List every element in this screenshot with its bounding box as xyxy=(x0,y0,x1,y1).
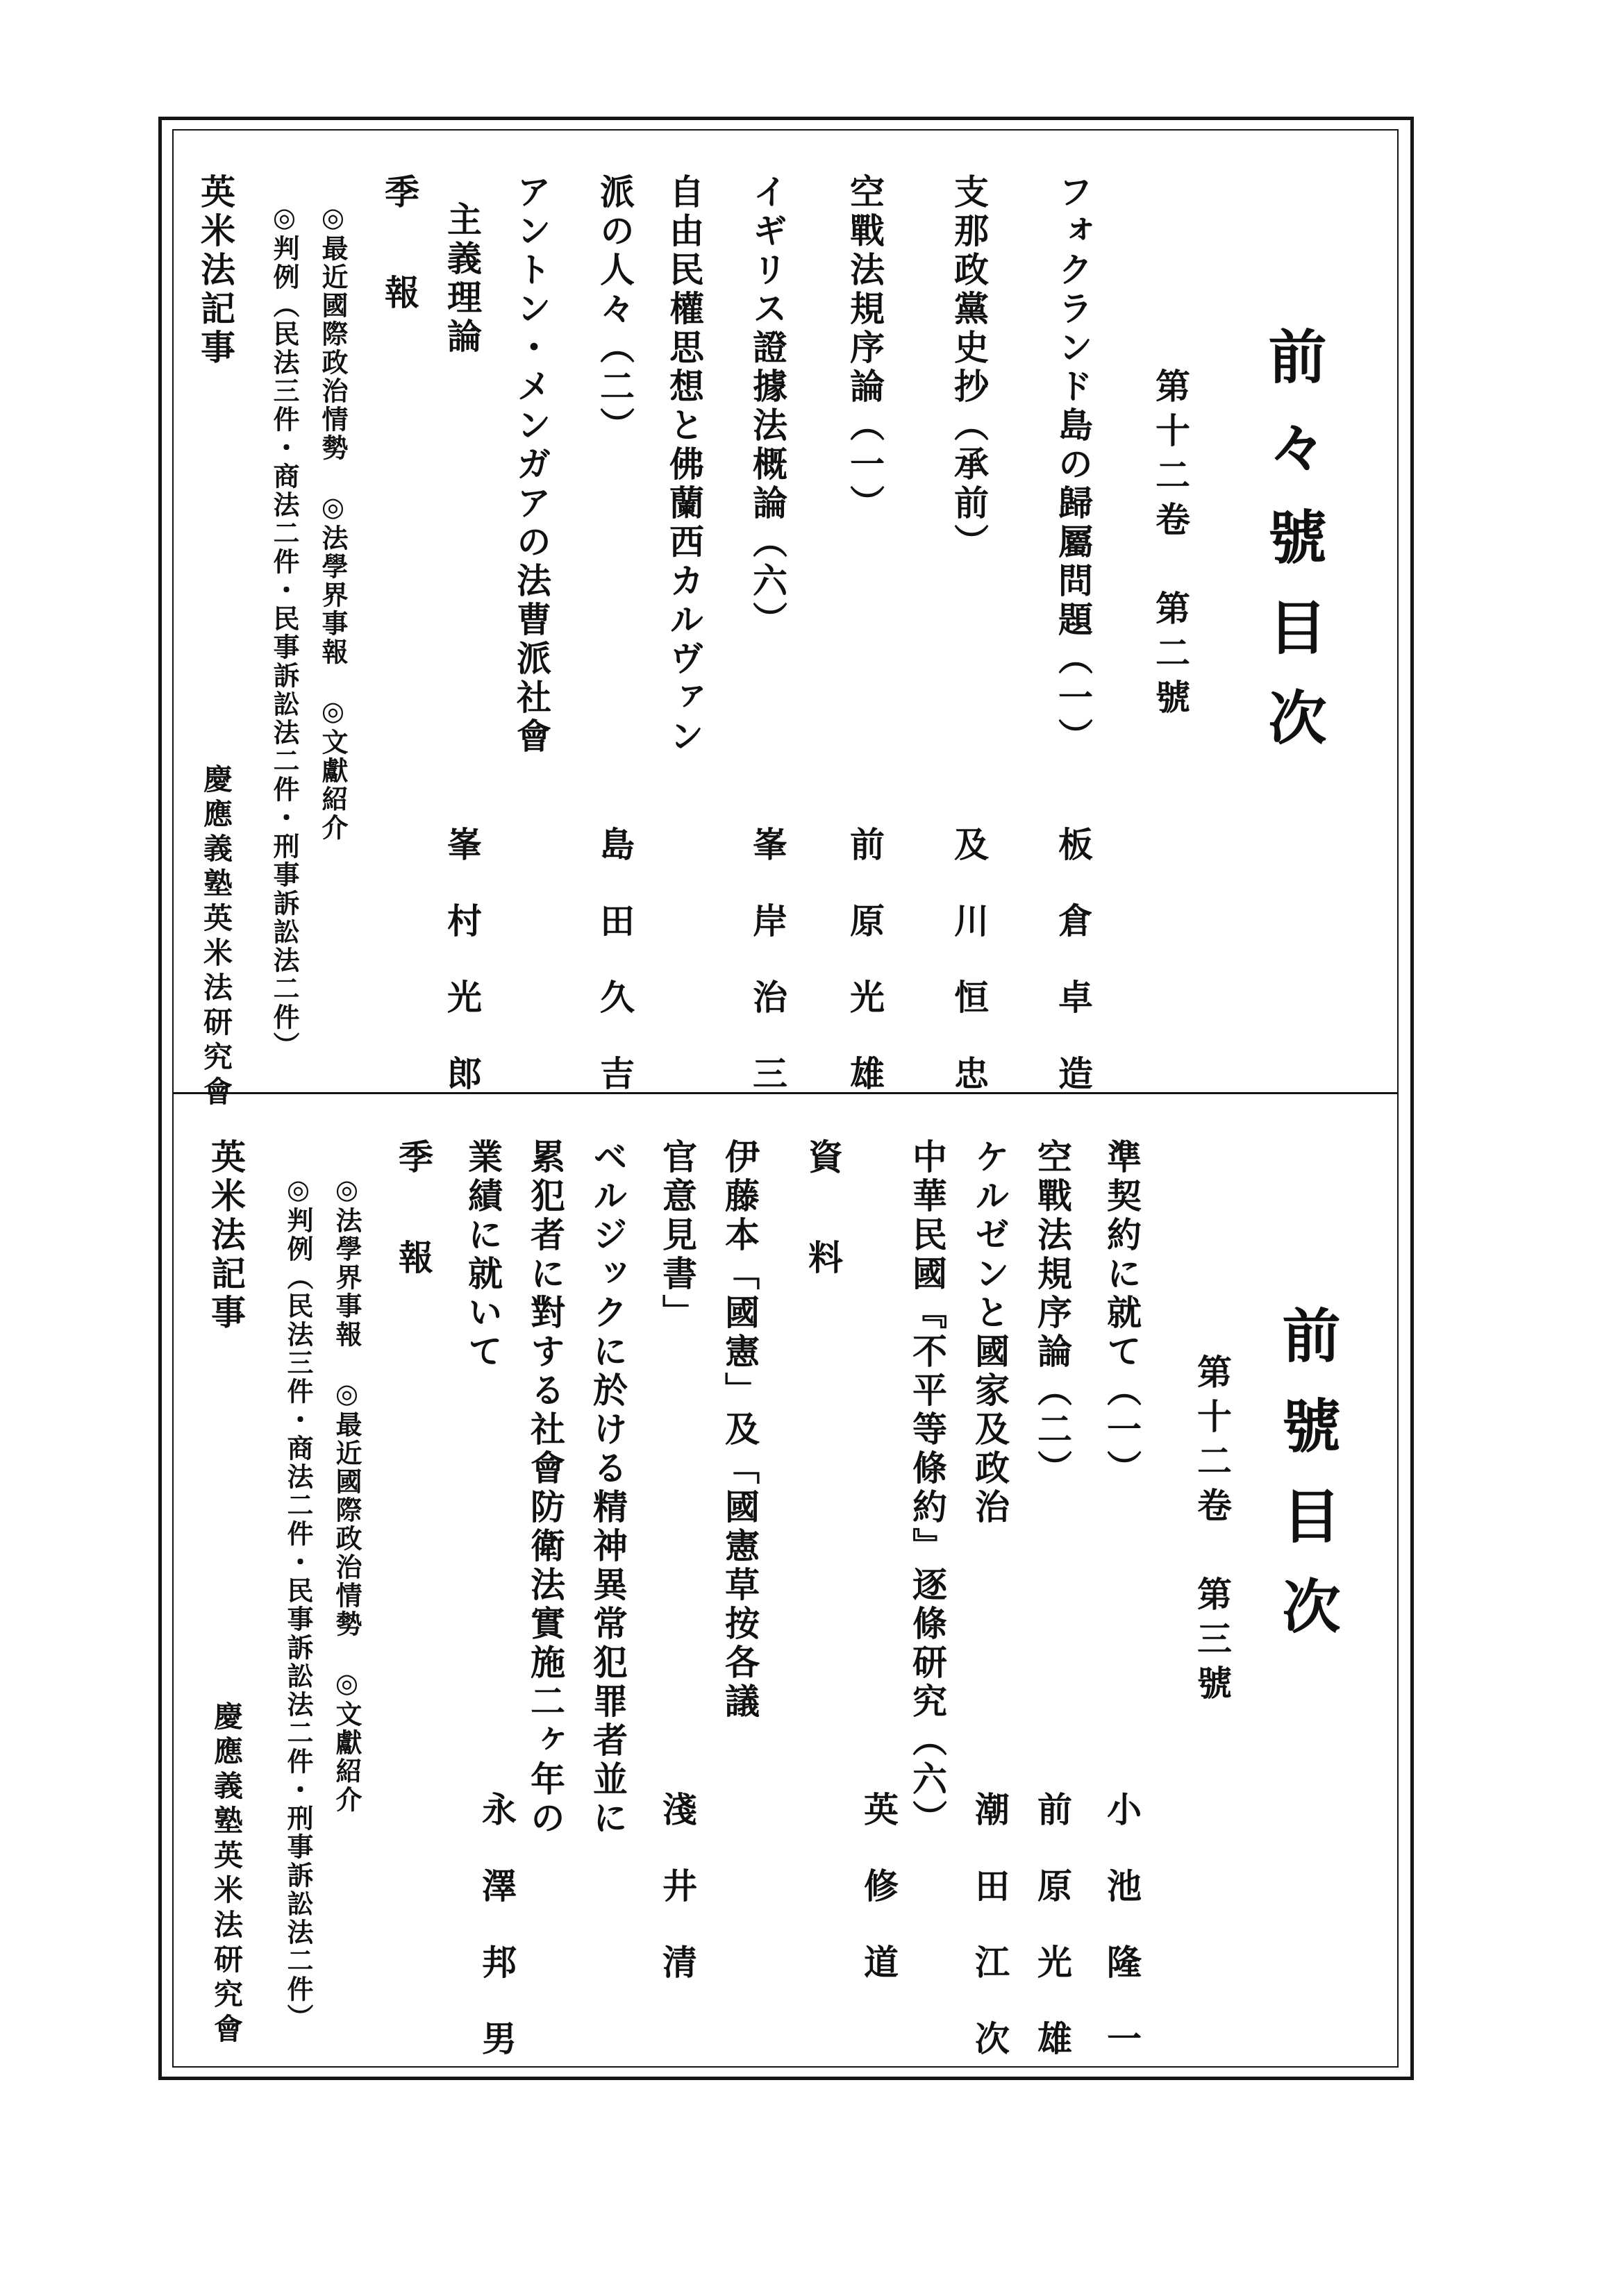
article-title-line: 自由民權思想と佛蘭西カルヴァン xyxy=(664,174,705,757)
article-author: 島田久吉 xyxy=(594,826,635,1132)
material-title-line: 官意見書」 xyxy=(657,1139,698,1333)
article-title: 空戰法規序論（一） xyxy=(844,174,885,523)
section-line: ◎法學界事報 ◎最近國際政治情勢 ◎文獻紹介 xyxy=(331,1173,362,1814)
material-title-line: ベルジックに於ける精神異常犯罪者並に xyxy=(587,1139,628,1838)
article-author: 永澤邦男 xyxy=(476,1791,517,2097)
article-author: 潮田江次 xyxy=(969,1791,1010,2097)
volume-issue: 第十二卷 第二號 xyxy=(1150,368,1191,723)
article-title-line: アントン・メンガアの法曹派社會 xyxy=(511,174,552,757)
article-title: ケルゼンと國家及政治 xyxy=(969,1139,1010,1527)
toc-heading: 前々號目次 xyxy=(1259,326,1328,778)
section-heading: 季報 xyxy=(379,174,420,375)
article-author: 板倉卓造 xyxy=(1053,826,1094,1132)
section-heading: 季報 xyxy=(393,1139,434,1340)
article-author: 小池隆一 xyxy=(1101,1791,1142,2097)
material-title-line: 伊藤本「國憲」及「國憲草按各議 xyxy=(719,1139,760,1722)
organization: 慶應義塾英米法研究會 xyxy=(199,764,233,1111)
article-title: 中華民國『不平等條約』逐條研究（六） xyxy=(907,1139,948,1838)
section-line: ◎最近國際政治情勢 ◎法學界事報 ◎文獻紹介 xyxy=(317,201,349,842)
organization: 慶應義塾英米法研究會 xyxy=(210,1701,244,2048)
materials-heading: 資料 xyxy=(803,1139,844,1340)
article-author: 前原光雄 xyxy=(844,826,885,1132)
article-title: 準契約に就て（一） xyxy=(1101,1139,1142,1489)
record-heading: 英米法記事 xyxy=(195,174,236,368)
volume-issue: 第十二卷 第三號 xyxy=(1192,1354,1233,1709)
article-title: フォクランド島の歸屬問題（一） xyxy=(1053,174,1094,757)
article-author: 英修道 xyxy=(858,1791,899,2020)
article-author: 淺井清 xyxy=(657,1791,698,2020)
article-title: イギリス證據法概論（六） xyxy=(747,174,788,640)
section-line: ◎判例（民法三件・商法二件・民事訴訟法二件・刑事訴訟法二件） xyxy=(269,201,300,1060)
article-author: 及川恒忠 xyxy=(949,826,990,1132)
record-heading: 英米法記事 xyxy=(206,1139,247,1333)
article-title-line: 主義理論 xyxy=(442,201,483,357)
section-line: ◎判例（民法三件・商法二件・民事訴訟法二件・刑事訴訟法二件） xyxy=(283,1173,314,2032)
article-title: 支那政黨史抄（承前） xyxy=(949,174,990,562)
material-title-line: 業績に就いて xyxy=(462,1139,503,1372)
article-title: 空戰法規序論（二） xyxy=(1032,1139,1073,1489)
article-author: 峯村光郎 xyxy=(442,826,483,1132)
toc-heading: 前號目次 xyxy=(1273,1305,1342,1666)
material-title-line: 累犯者に對する社會防衛法實施二ヶ年の xyxy=(525,1139,566,1838)
article-title-line: 派の人々（二） xyxy=(594,174,635,446)
article-author: 前原光雄 xyxy=(1032,1791,1073,2097)
article-author: 峯岸治三 xyxy=(747,826,788,1132)
